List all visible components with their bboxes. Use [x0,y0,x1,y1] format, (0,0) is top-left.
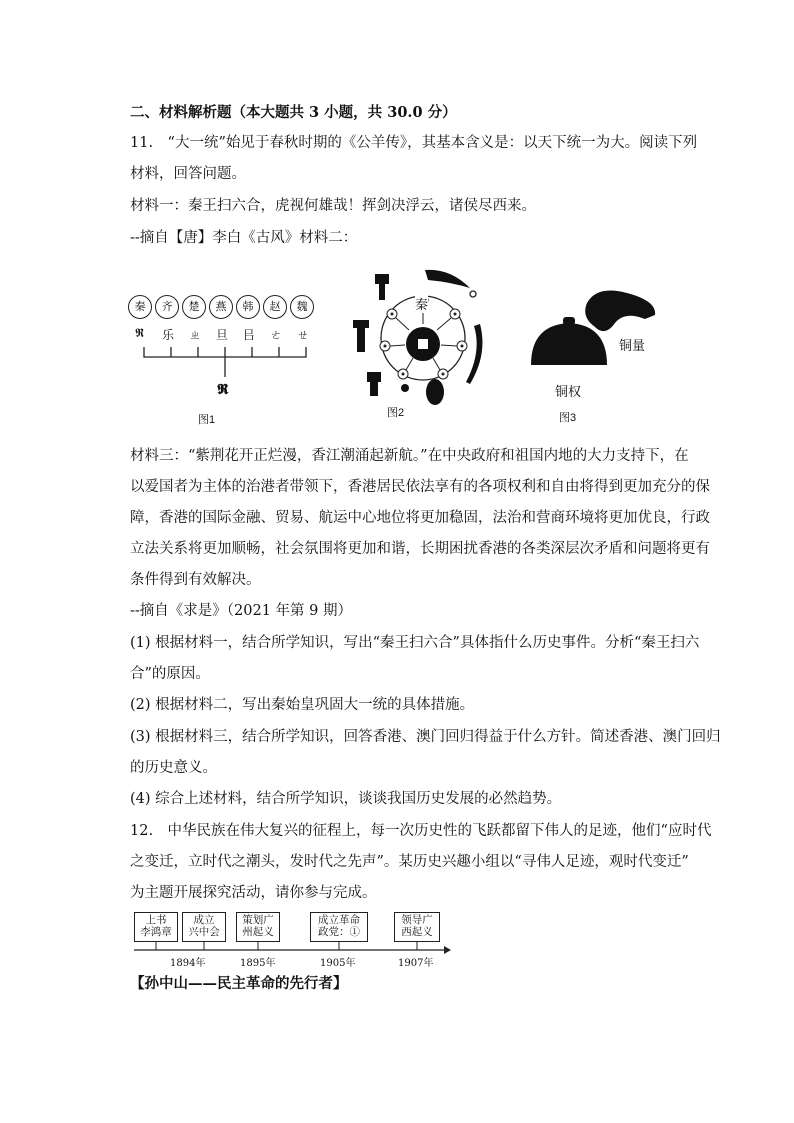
script-glyph-qin: 𝕽 [135,326,145,340]
question-4: (4) 综合上述材料，结合所学知识，谈谈我国历史发展的必然趋势。 [130,791,562,807]
timeline-event-4-top: 成立革命 [318,914,360,926]
timeline-event-5-top: 领导广 [401,914,433,926]
material3-line3: 障，香港的国际金融、贸易、航运中心地位将更加稳固，法治和营商环境将更加优良，行政 [130,510,710,526]
figure-3-objects [527,285,667,395]
script-glyph-wei: ㄝ [297,328,310,342]
script-glyph-zhao: ㄜ [270,328,283,342]
question-3-line2: 的历史意义。 [130,760,217,776]
center-label-qin: 秦 [415,294,428,313]
timeline-event-2-bottom: 兴中会 [188,926,220,938]
timeline-event-1-top: 上书 [145,914,167,926]
q11-intro-line2: 材料，回答问题。 [130,166,246,182]
figure-2-qin-currency [345,262,495,422]
script-glyph-chu: ㄓ [189,328,202,342]
state-circle-yan: 燕 [209,295,233,319]
question-3-line1: (3) 根据材料三，结合所学知识，回答香港、澳门回归得益于什么方针。简述香港、澳门回归 [130,729,721,745]
material3-source: --摘自《求是》（2021 年第 9 期） [130,603,353,619]
question-1-line1: (1) 根据材料一，结合所学知识，写出“秦王扫六合”具体指什么历史事件。分析“秦王扫六 [130,635,700,651]
q12-line1: 12. 中华民族在伟大复兴的征程上，每一次历史性的飞跃都留下伟人的足迹，他们“应时代 [130,823,712,839]
figure-2-caption: 图2 [387,407,405,419]
material3-line2: 以爱国者为主体的治港者带领下，香港居民依法享有的各项权利和自由将得到更加充分的保 [130,479,710,495]
material1-source: --摘自【唐】李白《古风》材料二： [130,230,358,246]
state-circle-qin: 秦 [128,295,152,319]
question-1-line2: 合”的原因。 [130,666,210,682]
timeline-event-3-top: 策划广 [242,914,274,926]
script-glyph-yan: 旦 [216,328,229,342]
q11-intro-line1: 11. “大一统”始见于春秋时期的《公羊传》，其基本含义是：以天下统一为大。阅读下列 [130,135,698,151]
state-circle-han: 韩 [236,295,260,319]
figure-3-measurement-tools [527,285,667,425]
script-glyph-qi: 乐 [162,328,175,342]
q12-line3: 为主题开展探究活动，请你参与完成。 [130,885,377,901]
question-2: (2) 根据材料二，写出秦始皇巩固大一统的具体措施。 [130,697,475,713]
timeline-event-1-bottom: 李鸿章 [140,926,172,938]
timeline-event-5-bottom: 西起义 [401,926,433,938]
timeline-year-1905: 1905年 [320,958,356,969]
state-circle-wei: 魏 [290,295,314,319]
timeline-year-1907: 1907年 [398,958,434,969]
sun-yatsen-timeline [132,910,452,968]
timeline-event-3-bottom: 州起义 [242,926,274,938]
state-circle-chu: 楚 [182,295,206,319]
timeline-event-2-top: 成立 [193,914,215,926]
section-title: 二、材料解析题（本大题共 3 小题，共 30.0 分） [130,104,457,121]
figure-2-diagram [345,262,495,412]
figure-1-caption: 图1 [198,414,216,426]
timeline-year-1894: 1894年 [170,958,206,969]
material3-line5: 条件得到有效解决。 [130,572,261,588]
material3-line1: 材料三：“紫荆花开正烂漫，香江潮涌起新航。”在中央政府和祖国内地的大力支持下，在 [130,448,689,464]
timeline-event-4-bottom: 政党：① [318,926,360,938]
unified-script-glyph: 𝕽 [217,380,229,398]
figure-1-script-unification [128,295,328,425]
figure-1-brackets [128,295,328,425]
q12-line2: 之变迁，立时代之潮头，发时代之先声”。某历史兴趣小组以“寻伟人足迹，观时代变迁” [130,854,689,870]
state-circle-zhao: 赵 [263,295,287,319]
label-copper-weight: 铜权 [555,384,582,399]
timeline-year-1895: 1895年 [240,958,276,969]
q12-subheading: 【孙中山——民主革命的先行者】 [130,975,348,992]
state-circle-qi: 齐 [155,295,179,319]
material3-line4: 立法关系将更加顺畅，社会氛围将更加和谐，长期困扰香港的各类深层次矛盾和问题将更有 [130,541,710,557]
material1-text: 材料一：秦王扫六合，虎视何雄哉！挥剑决浮云，诸侯尽西来。 [130,198,536,214]
figure-3-caption: 图3 [559,412,577,424]
script-glyph-han: 㠯 [243,328,256,342]
label-copper-measure: 铜量 [619,338,646,353]
